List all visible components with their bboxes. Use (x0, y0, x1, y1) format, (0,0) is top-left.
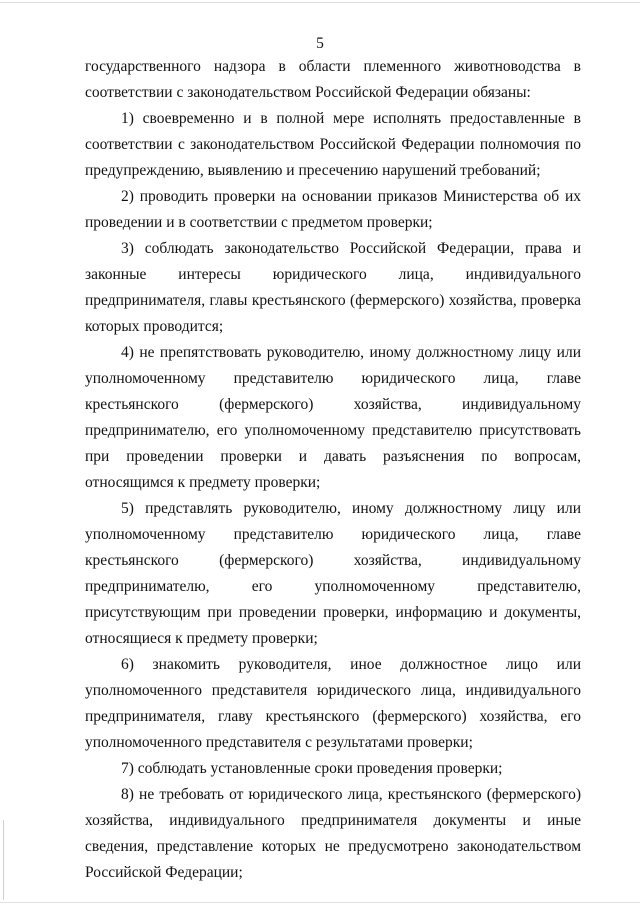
paragraph-item-2: 2) проводить проверки на основании приказов Министерства об их проведении и в соответствии с предметом проверки; (85, 188, 581, 231)
paragraph-item-7: 7) соблюдать установленные сроки проведения проверки; (121, 760, 503, 777)
paragraph-item-6: 6) знакомить руководителя, иное должностное лицо или уполномоченного представителя юридического лица, индивидуального предпринимателя, главу крестьянского (фермерского) хозяйства, его уполномоченного представителя с результатами проверки; (85, 656, 581, 751)
paragraph-item-8: 8) не требовать от юридического лица, крестьянского (фермерского) хозяйства, индивидуального предпринимателя документы и иные сведения, представление которых не предусмотрено законодательством Российской Федерации; (85, 786, 581, 881)
paragraph-item-1: 1) своевременно и в полной мере исполнять предоставленные в соответствии с законодательством Российской Федерации полномочия по предупреждению, выявлению и пресечению нарушений требований; (85, 110, 581, 179)
scan-edge-bottom (0, 902, 640, 903)
paragraph-item-3: 3) соблюдать законодательство Российской Федерации, права и законные интересы юридического лица, индивидуального предпринимателя, главы крестьянского (фермерского) хозяйства, проверка которых проводится; (85, 240, 581, 335)
paragraph-continuation: государственного надзора в области племенного животноводства в соответствии с законодательством Российской Федерации обязаны: (85, 58, 581, 101)
page-number: 5 (316, 35, 324, 52)
scan-edge-left (3, 820, 4, 900)
scan-edge-top (0, 2, 640, 3)
paragraph-item-5: 5) представлять руководителю, иному должностному лицу или уполномоченному представителю юридического лица, главе крестьянского (фермерского) хозяйства, индивидуальному предпринимателю, его уполномоченному представителю, присутствующим при проведении проверки, информацию и документы, относящиеся к предмету проверки; (85, 500, 581, 647)
document-body (85, 54, 581, 886)
paragraph-item-4: 4) не препятствовать руководителю, иному должностному лицу или уполномоченному представителю юридического лица, главе крестьянского (фермерского) хозяйства, индивидуальному предпринимателю, его уполномоченному представителю присутствовать при проведении проверки и давать разъяснения по вопросам, относящимся к предмету проверки; (85, 344, 581, 491)
